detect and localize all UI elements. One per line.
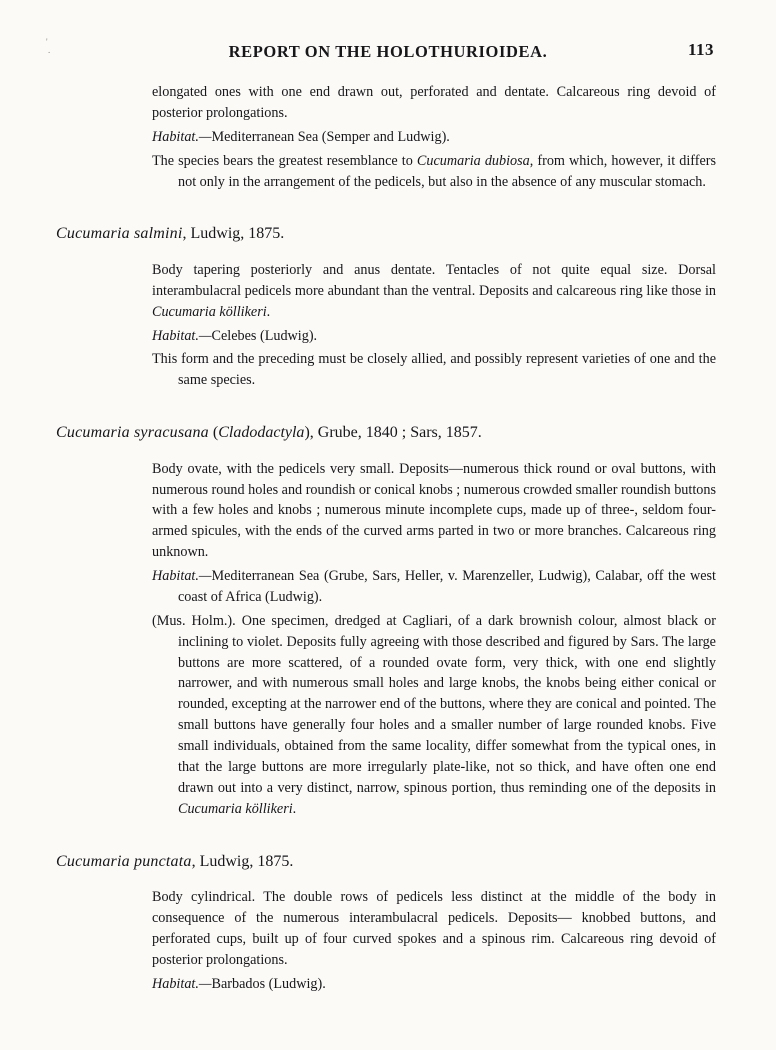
habitat-text: Celebes (Ludwig).	[211, 327, 318, 344]
syracusana-description-text: Body ovate, with the pedicels very small. Deposits—numerous thick round or oval buttons, with numerous round holes and roundish or conical knobs ; numerous crowded smaller roundish buttons with a few holes and knobs ; numerous minute incomplete cups, made up of three-, seldom four-armed spicules, with the ends of the curved arms parted in two or more branches. Calcareous ring unknown.	[152, 460, 716, 561]
species-name: Cucumaria punctata	[56, 852, 192, 870]
species-reference-kollikeri: Cucumaria köllikeri	[152, 303, 267, 320]
running-title: REPORT ON THE HOLOTHURIOIDEA.	[228, 42, 548, 61]
corner-mark-1: '	[46, 37, 50, 47]
syracusana-remark	[152, 611, 716, 820]
salmini-description-text: Body tapering posteriorly and anus dentate. Tentacles of not quite equal size. Dorsal interambulacral pedicels more abundant than the ventral. Deposits and calcareous ring like those in	[152, 261, 716, 299]
punctata-habitat	[152, 974, 716, 995]
punctata-description-text: Body cylindrical. The double rows of pedicels less distinct at the middle of the body in consequence of the numerous interambulacral pedicels. Deposits— knobbed buttons, and perforated cups, built up of four curved spokes and a spinous rim. Calcareous ring devoid of posterior prolongations.	[152, 889, 716, 968]
remark-paragraph-1	[152, 151, 716, 193]
syracusana-remark-text: (Mus. Holm.). One specimen, dredged at Cagliari, of a dark brownish colour, almost black or inclining to violet. Deposits fully agreeing with those described and figured by Sars. The large buttons are more scattered, of a rounded ovate form, very thick, with one end slightly narrower, and with numerous small holes and large knobs, the knobs being either conical or rounded, excepting at the narrower end of the buttons, where they are conical and pointed. The small buttons have generally four holes and a smaller number of large rounded knobs. Five small individuals, obtained from the same locality, differ somewhat from the typical ones, in that the large buttons are more irregularly plate-like, not so thick, and have often one end drawn out into a very distinct, narrow, spinous portion, thus reminding one of the deposits in	[152, 612, 716, 796]
syracusana-habitat	[152, 566, 716, 608]
corner-mark-2: .	[48, 44, 53, 55]
salmini-remark-text: This form and the preceding must be closely allied, and possibly represent varieties of one and the same species.	[152, 351, 716, 389]
species-subgenus: Cladodactyla	[218, 424, 305, 442]
paragraph-continued-text: elongated ones with one end drawn out, perforated and dentate. Calcareous ring devoid of posterior prolongations.	[152, 84, 716, 121]
species-name: Cucumaria syracusana	[56, 424, 209, 442]
species-authority: , Ludwig, 1875.	[182, 225, 285, 243]
habitat-label: Habitat.—	[152, 975, 212, 992]
species-subgenus-open: (	[208, 424, 219, 442]
page-corner-marks	[46, 38, 52, 56]
page-body	[56, 82, 720, 994]
habitat-label: Habitat.—	[152, 568, 212, 585]
species-reference-dubiosa: Cucumaria dubiosa	[416, 152, 530, 169]
remark-1-part2: , from which, however, it differs not only in the arrangement of the pedicels, but also in the absence of any muscular stomach.	[178, 152, 716, 190]
species-heading-punctata	[56, 850, 720, 874]
habitat-label: Habitat.—	[152, 128, 212, 145]
syracusana-description	[152, 459, 716, 563]
salmini-remark	[152, 349, 716, 391]
habitat-text: Mediterranean Sea (Grube, Sars, Heller, v. Marenzeller, Ludwig), Calabar, off the west coast of Africa (Ludwig).	[178, 568, 716, 605]
species-subgenus-close: )	[304, 424, 310, 442]
habitat-text: Barbados (Ludwig).	[211, 975, 326, 992]
habitat-text: Mediterranean Sea (Semper and Ludwig).	[211, 128, 450, 145]
punctata-description	[152, 887, 716, 971]
species-reference-kollikeri: Cucumaria köllikeri	[178, 800, 293, 817]
species-authority: , Grube, 1840 ; Sars, 1857.	[309, 424, 482, 442]
page-header	[46, 37, 720, 72]
syracusana-remark-tail: .	[292, 800, 297, 817]
habitat-line-1	[152, 127, 716, 148]
salmini-description-tail: .	[266, 303, 271, 320]
species-authority: , Ludwig, 1875.	[191, 852, 294, 870]
salmini-description	[152, 260, 716, 323]
habitat-label: Habitat.—	[152, 327, 212, 344]
salmini-habitat	[152, 326, 716, 347]
remark-1-part1: The species bears the greatest resemblance to	[152, 152, 417, 169]
species-heading-syracusana	[56, 421, 720, 445]
paragraph-continued	[152, 82, 716, 124]
page-number: 113	[687, 40, 714, 59]
species-name: Cucumaria salmini	[56, 225, 183, 243]
species-heading-salmini	[56, 222, 720, 246]
